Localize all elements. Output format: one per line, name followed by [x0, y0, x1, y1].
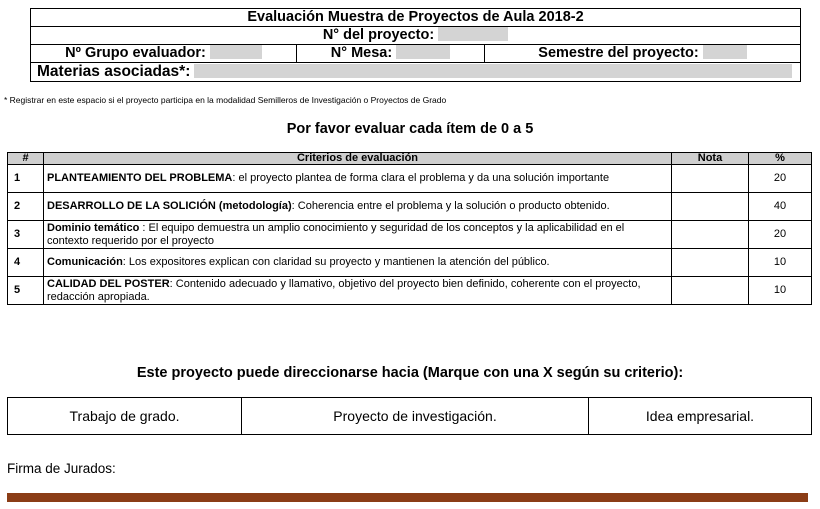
pct-cell: 20: [749, 221, 812, 249]
criterion-title: DESARROLLO DE LA SOLICIÓN (metodología): [47, 200, 292, 213]
semester-field[interactable]: [703, 45, 747, 59]
criteria-table: [7, 152, 812, 305]
criterion-description: Los expositores explican con claridad su proyecto y mantienen la atención del público.: [125, 256, 550, 269]
grade-cell[interactable]: [672, 193, 749, 221]
subjects-field[interactable]: [194, 64, 792, 78]
criterion-text: [44, 277, 672, 305]
criterion-separator: :: [291, 200, 295, 213]
footer-accent-bar: [7, 493, 808, 502]
semester-cell: [485, 45, 801, 63]
table-row: [8, 249, 812, 277]
footnote: * Registrar en este espacio si el proyecto participa en la modalidad Semilleros de Investigación o Proyectos de Grado: [4, 95, 447, 105]
col-grade-header: Nota: [672, 153, 749, 165]
criterion-text: [44, 249, 672, 277]
col-criteria-header: Criterios de evaluación: [44, 153, 672, 165]
project-number-row: [31, 27, 801, 45]
criterion-text: [44, 221, 672, 249]
direction-options-table: [7, 397, 812, 435]
option-proyecto-investigacion[interactable]: Proyecto de investigación.: [242, 398, 589, 435]
criterion-separator: :: [169, 278, 173, 290]
table-label: N° Mesa:: [330, 45, 393, 61]
criterion-text: [44, 193, 672, 221]
table-row: [8, 221, 812, 249]
group-label: Nº Grupo evaluador:: [65, 45, 206, 61]
criterion-description: Contenido adecuado y llamativo, objetivo del proyecto bien definido, coherente con el proyecto, redacción apropiada.: [47, 278, 641, 303]
semester-label: Semestre del proyecto:: [538, 45, 699, 61]
project-header-table: [30, 8, 801, 82]
row-num: 3: [8, 221, 44, 249]
option-idea-empresarial[interactable]: Idea empresarial.: [589, 398, 812, 435]
criterion-description: Coherencia entre el problema y la solución o producto obtenido.: [294, 200, 610, 213]
table-cell: [297, 45, 485, 63]
table-row: [8, 165, 812, 193]
signature-label: Firma de Jurados:: [7, 461, 116, 476]
criterion-text: [44, 165, 672, 193]
table-row: [8, 277, 812, 305]
criterion-title: Dominio temático: [47, 222, 140, 234]
row-num: 4: [8, 249, 44, 277]
grade-cell[interactable]: [672, 165, 749, 193]
grade-cell[interactable]: [672, 277, 749, 305]
criterion-title: Comunicación: [47, 256, 123, 269]
subjects-row: [31, 63, 801, 82]
subjects-label: Materias asociadas*:: [37, 63, 191, 80]
col-pct-header: %: [749, 153, 812, 165]
criterion-separator: :: [232, 172, 236, 185]
row-num: 1: [8, 165, 44, 193]
row-num: 2: [8, 193, 44, 221]
group-cell: [31, 45, 297, 63]
instruction-text: Por favor evaluar cada ítem de 0 a 5: [286, 121, 534, 137]
pct-cell: 40: [749, 193, 812, 221]
pct-cell: 10: [749, 249, 812, 277]
option-trabajo-de-grado[interactable]: Trabajo de grado.: [8, 398, 242, 435]
project-number-field[interactable]: [438, 27, 508, 41]
direction-question: Este proyecto puede direccionarse hacia (Marque con una X según su criterio):: [136, 365, 684, 381]
project-number-label: N° del proyecto:: [322, 27, 435, 43]
criterion-separator: :: [122, 256, 126, 269]
criterion-description: el proyecto plantea de forma clara el problema y da una solución importante: [235, 172, 610, 185]
criterion-title: PLANTEAMIENTO DEL PROBLEMA: [47, 172, 233, 185]
grade-cell[interactable]: [672, 249, 749, 277]
criterion-description: El equipo demuestra un amplio conocimiento y seguridad de los conceptos y la aplicabilidad en el contexto requerido por el proyecto: [47, 222, 625, 247]
table-field[interactable]: [396, 45, 450, 59]
row-num: 5: [8, 277, 44, 305]
table-row: [8, 193, 812, 221]
grade-cell[interactable]: [672, 221, 749, 249]
pct-cell: 20: [749, 165, 812, 193]
group-field[interactable]: [210, 45, 262, 59]
criterion-separator: :: [139, 222, 146, 234]
form-title: Evaluación Muestra de Proyectos de Aula 2018-2: [31, 9, 801, 27]
criterion-title: CALIDAD DEL POSTER: [47, 278, 170, 290]
pct-cell: 10: [749, 277, 812, 305]
col-num-header: #: [8, 153, 44, 165]
